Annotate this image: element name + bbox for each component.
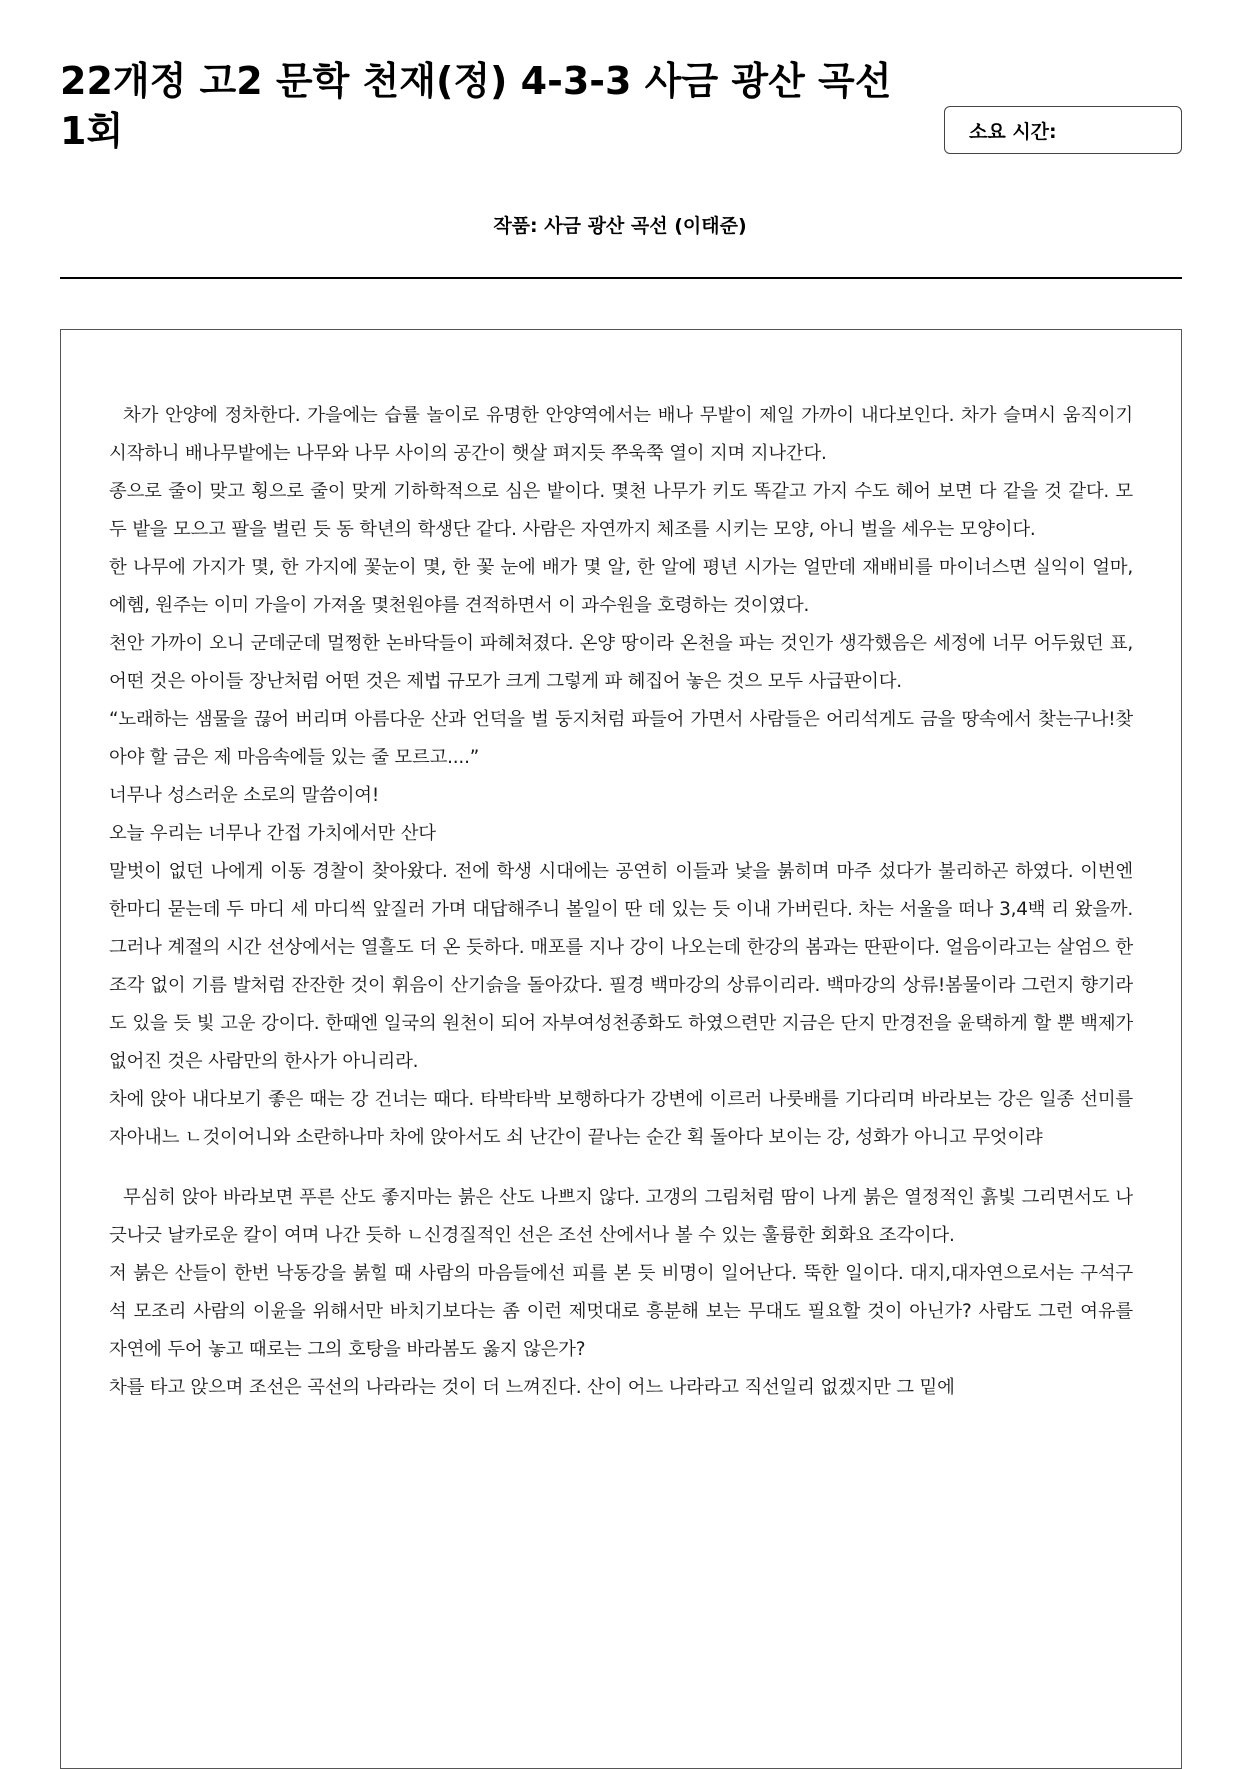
- section-gap: [109, 1157, 1133, 1179]
- time-label: 소요 시간:: [969, 120, 1057, 143]
- paragraph: 천안 가까이 오니 군데군데 멀쩡한 논바닥들이 파헤쳐졌다. 온양 땅이라 온천을 파는 것인가 생각했음은 세정에 너무 어두웠던 표, 어떤 것은 아이들 장난처럼 어떤 것은 제법 규모가 크게 그렇게 파 헤집어 놓은 것으 모두 사급판이다.: [109, 633, 1133, 692]
- work-label: 작품: 사금 광산 곡선 (이태준): [493, 215, 747, 237]
- passage-text: [109, 397, 1133, 1407]
- paragraph: 오늘 우리는 너무나 간접 가치에서만 산다: [109, 823, 436, 844]
- page-title: 22개정 고2 문학 천재(정) 4-3-3 사금 광산 곡선 1회: [60, 59, 892, 153]
- paragraph: 너무나 성스러운 소로의 말씀이여!: [109, 785, 380, 806]
- paragraph: 차가 안양에 정차한다. 가을에는 습률 놀이로 유명한 안양역에서는 배나 무밭이 제일 가까이 내다보인다. 차가 슬며시 움직이기 시작하니 배나무밭에는 나무와 나무 사이의 공간이 햇살 펴지듯 쭈욱쭉 열이 지며 지나간다.: [109, 405, 1133, 464]
- paragraph: 차에 앉아 내다보기 좋은 때는 강 건너는 때다. 타박타박 보행하다가 강변에 이르러 나룻배를 기다리며 바라보는 강은 일종 선미를 자아내느 ㄴ것이어니와 소란하나마 차에 앉아서도 쇠 난간이 끝나는 순간 획 돌아다 보이는 강, 성화가 아니고 무엇이랴: [109, 1089, 1133, 1148]
- paragraph: 무심히 앉아 바라보면 푸른 산도 좋지마는 붉은 산도 나쁘지 않다. 고갱의 그림처럼 땀이 나게 붉은 열정적인 흙빛 그리면서도 나긋나긋 날카로운 칼이 여며 나간 듯하 ㄴ신경질적인 선은 조선 산에서나 볼 수 있는 훌륭한 회화요 조각이다.: [109, 1187, 1133, 1246]
- paragraph: 차를 타고 앉으며 조선은 곡선의 나라라는 것이 더 느껴진다. 산이 어느 나라라고 직선일리 없겠지만 그 밑에: [109, 1377, 955, 1398]
- time-field[interactable]: [944, 106, 1182, 154]
- header-divider: [60, 277, 1182, 279]
- paragraph: “노래하는 샘물을 끊어 버리며 아름다운 산과 언덕을 벌 둥지처럼 파들어 가면서 사람들은 어리석게도 금을 땅속에서 찾는구나!찾아야 할 금은 제 마음속에들 있는 줄 모르고....”: [109, 709, 1133, 768]
- paragraph: 종으로 줄이 맞고 횡으로 줄이 맞게 기하학적으로 심은 밭이다. 몇천 나무가 키도 똑같고 가지 수도 헤어 보면 다 같을 것 같다. 모두 밭을 모으고 팔을 벌린 듯 동 학년의 학생단 같다. 사람은 자연까지 체조를 시키는 모양, 아니 벌을 세우는 모양이다.: [109, 481, 1133, 540]
- paragraph: 한 나무에 가지가 몇, 한 가지에 꽃눈이 몇, 한 꽃 눈에 배가 몇 알, 한 알에 평년 시가는 얼만데 재배비를 마이너스면 실익이 얼마, 에헴, 원주는 이미 가을이 가져올 몇천원야를 견적하면서 이 과수원을 호령하는 것이였다.: [109, 557, 1133, 616]
- paragraph: 말벗이 없던 나에게 이동 경찰이 찾아왔다. 전에 학생 시대에는 공연히 이들과 낯을 붉히며 마주 섰다가 불리하곤 하였다. 이번엔 한마디 묻는데 두 마디 세 마디씩 앞질러 가며 대답해주니 볼일이 딴 데 있는 듯 이내 가버린다. 차는 서울을 떠나 3,4백 리 왔을까. 그러나 계절의 시간 선상에서는 열흘도 더 온 듯하다. 매포를 지나 강이 나오는데 한강의 봄과는 딴판이다. 얼음이라고는 살엄으 한 조각 없이 기름 발처럼 잔잔한 것이 휘음이 산기슭을 돌아갔다. 필경 백마강의 상류이리라. 백마강의 상류!봄물이라 그런지 향기라도 있을 듯 빛 고운 강이다. 한때엔 일국의 원천이 되어 자부여성천종화도 하였으련만 지금은 단지 만경전을 윤택하게 할 뿐 백제가 없어진 것은 사람만의 한사가 아니리라.: [109, 861, 1133, 1072]
- paragraph: 저 붉은 산들이 한번 낙동강을 붉힐 때 사람의 마음들에선 피를 본 듯 비명이 일어난다. 뚝한 일이다. 대지,대자연으로서는 구석구석 모조리 사람의 이윤을 위해서만 바치기보다는 좀 이런 제멋대로 흥분해 보는 무대도 필요할 것이 아닌가? 사람도 그런 여유를 자연에 두어 놓고 때로는 그의 호탕을 바라봄도 옳지 않은가?: [109, 1263, 1133, 1360]
- passage-box: [60, 329, 1182, 1769]
